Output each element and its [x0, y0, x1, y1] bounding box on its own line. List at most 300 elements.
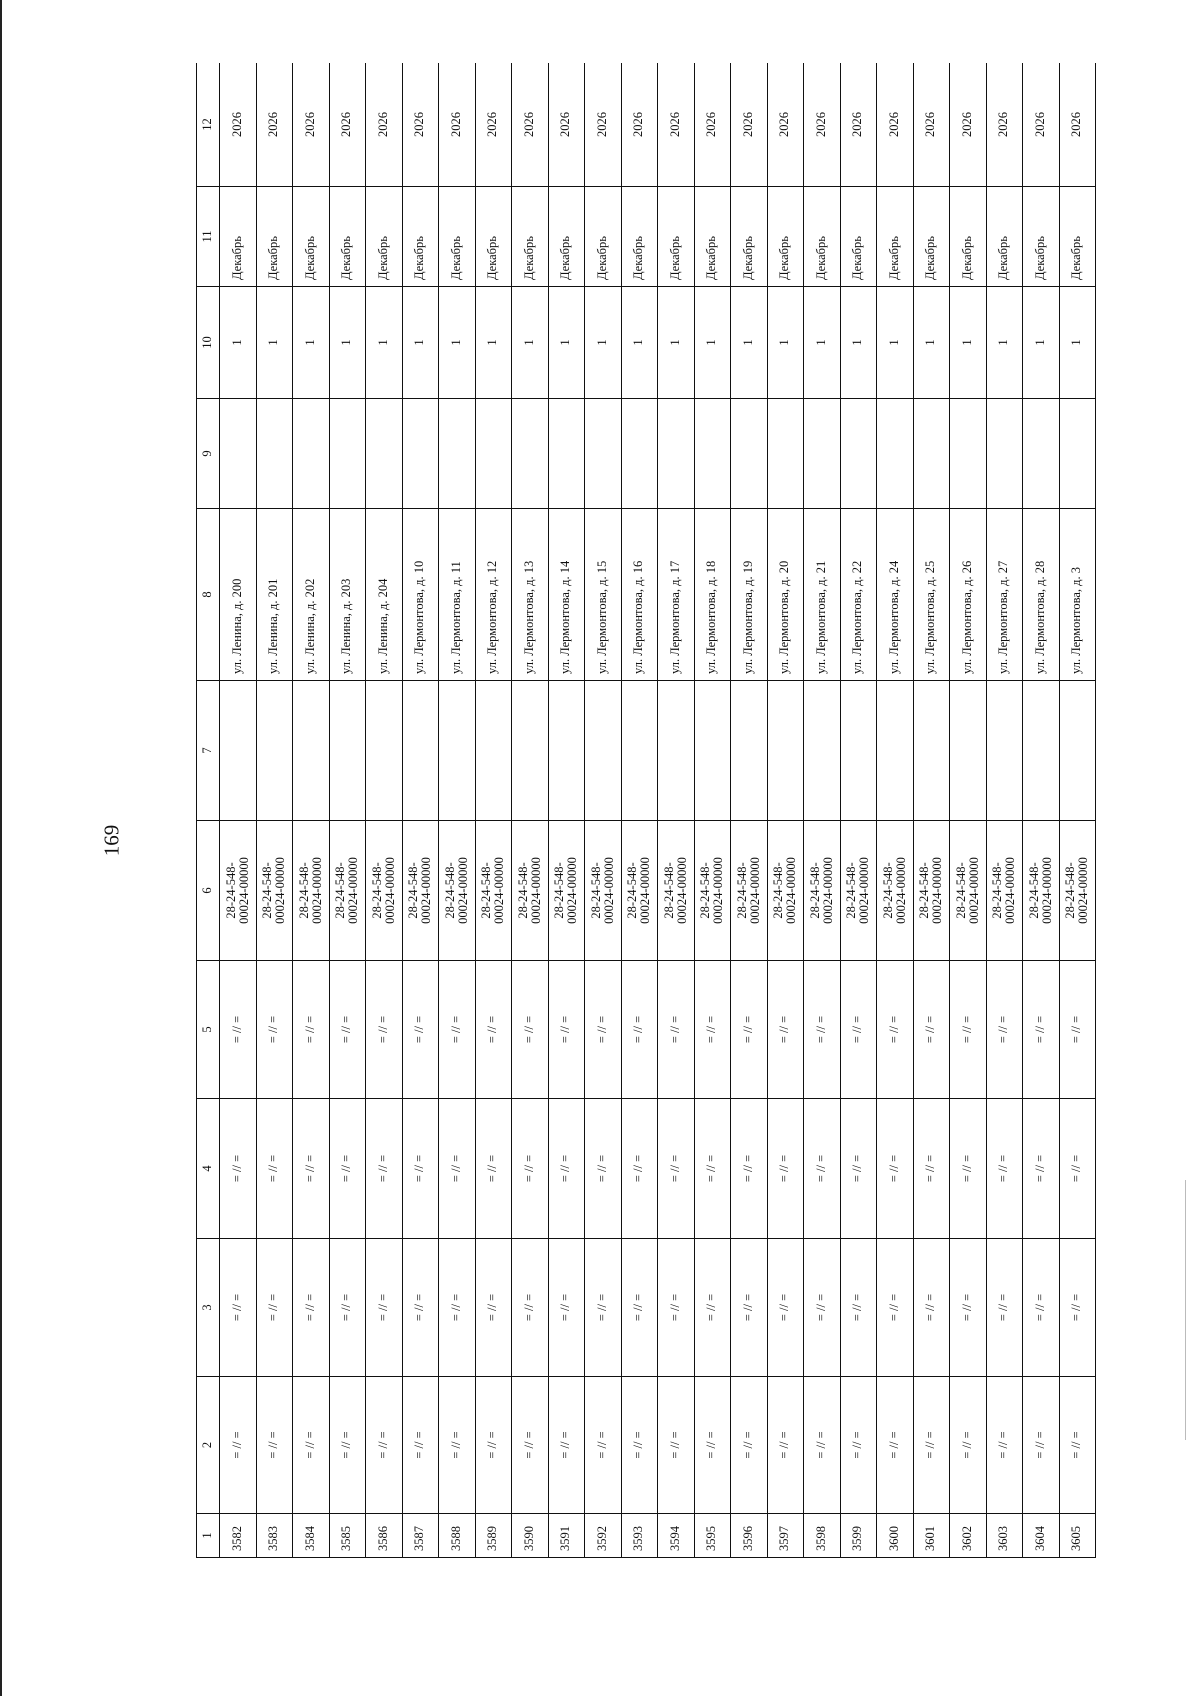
cadastral-code-part1: 28-24-548-	[807, 862, 822, 919]
address-cell: ул. Ленина, д. 201	[256, 509, 293, 681]
cadastral-code-part2: 00024-00000	[930, 857, 945, 924]
cadastral-code-cell	[256, 821, 293, 961]
month-cell: Декабрь	[840, 187, 877, 287]
table-row	[366, 63, 403, 1558]
cadastral-code-part1: 28-24-548-	[260, 862, 275, 919]
cadastral-code-part2: 00024-00000	[893, 857, 908, 924]
cadastral-code-cell	[950, 821, 987, 961]
empty-cell-7	[329, 681, 366, 821]
year-cell: 2026	[402, 63, 439, 187]
ditto-cell-4: = // =	[694, 1099, 731, 1239]
ditto-cell-2: = // =	[256, 1377, 293, 1514]
year-cell: 2026	[877, 63, 914, 187]
table-row	[329, 63, 366, 1558]
year-cell: 2026	[512, 63, 549, 187]
year-cell: 2026	[585, 63, 622, 187]
table-row	[439, 63, 476, 1558]
ditto-cell-2: = // =	[548, 1377, 585, 1514]
address-cell: ул. Лермонтова, д. 11	[439, 509, 476, 681]
empty-cell-7	[220, 681, 257, 821]
cadastral-code-part2: 00024-00000	[674, 857, 689, 924]
ditto-cell-5: = // =	[256, 961, 293, 1099]
ditto-cell-3: = // =	[621, 1239, 658, 1377]
ditto-cell-2: = // =	[293, 1377, 330, 1514]
cadastral-code-cell	[329, 821, 366, 961]
cadastral-code-cell	[1059, 821, 1096, 961]
cadastral-code-part2: 00024-00000	[419, 857, 434, 924]
row-number-cell: 3583	[256, 1514, 293, 1558]
ditto-cell-3: = // =	[1059, 1239, 1096, 1377]
month-cell: Декабрь	[585, 187, 622, 287]
ditto-cell-3: = // =	[256, 1239, 293, 1377]
year-cell: 2026	[548, 63, 585, 187]
cadastral-code-cell	[913, 821, 950, 961]
address-cell: ул. Лермонтова, д. 14	[548, 509, 585, 681]
month-cell: Декабрь	[256, 187, 293, 287]
empty-cell-9	[1023, 399, 1060, 509]
ditto-cell-2: = // =	[658, 1377, 695, 1514]
table-row	[731, 63, 768, 1558]
ditto-cell-4: = // =	[731, 1099, 768, 1239]
ditto-cell-5: = // =	[767, 961, 804, 1099]
year-cell: 2026	[293, 63, 330, 187]
row-number-cell: 3602	[950, 1514, 987, 1558]
cadastral-code-part2: 00024-00000	[820, 857, 835, 924]
address-cell: ул. Лермонтова, д. 26	[950, 509, 987, 681]
count-cell: 1	[986, 287, 1023, 399]
ditto-cell-5: = // =	[658, 961, 695, 1099]
ditto-cell-4: = // =	[658, 1099, 695, 1239]
cadastral-code-part1: 28-24-548-	[771, 862, 786, 919]
month-cell: Декабрь	[439, 187, 476, 287]
cadastral-code-part2: 00024-00000	[273, 857, 288, 924]
ditto-cell-2: = // =	[585, 1377, 622, 1514]
row-number-cell: 3588	[439, 1514, 476, 1558]
month-cell: Декабрь	[1023, 187, 1060, 287]
count-cell: 1	[256, 287, 293, 399]
cadastral-code-cell	[293, 821, 330, 961]
empty-cell-7	[986, 681, 1023, 821]
table-row	[950, 63, 987, 1558]
empty-cell-7	[585, 681, 622, 821]
empty-cell-9	[658, 399, 695, 509]
ditto-cell-3: = // =	[402, 1239, 439, 1377]
ditto-cell-3: = // =	[548, 1239, 585, 1377]
address-cell: ул. Лермонтова, д. 25	[913, 509, 950, 681]
empty-cell-7	[840, 681, 877, 821]
ditto-cell-3: = // =	[293, 1239, 330, 1377]
count-cell: 1	[840, 287, 877, 399]
month-cell: Декабрь	[621, 187, 658, 287]
empty-cell-9	[621, 399, 658, 509]
header-cell-5: 5	[197, 961, 220, 1099]
header-cell-3: 3	[197, 1239, 220, 1377]
ditto-cell-4: = // =	[950, 1099, 987, 1239]
header-cell-9: 9	[197, 399, 220, 509]
ditto-cell-2: = // =	[804, 1377, 841, 1514]
ditto-cell-3: = // =	[475, 1239, 512, 1377]
year-cell: 2026	[731, 63, 768, 187]
address-cell: ул. Лермонтова, д. 19	[731, 509, 768, 681]
ditto-cell-5: = // =	[986, 961, 1023, 1099]
ditto-cell-5: = // =	[731, 961, 768, 1099]
rotated-table-area	[196, 63, 1096, 1558]
table-row	[1023, 63, 1060, 1558]
row-number-cell: 3587	[402, 1514, 439, 1558]
cadastral-code-part1: 28-24-548-	[1026, 862, 1041, 919]
address-cell: ул. Лермонтова, д. 16	[621, 509, 658, 681]
header-row	[197, 63, 220, 1558]
count-cell: 1	[731, 287, 768, 399]
cadastral-code-cell	[621, 821, 658, 961]
table-row	[621, 63, 658, 1558]
ditto-cell-5: = // =	[913, 961, 950, 1099]
month-cell: Декабрь	[877, 187, 914, 287]
table-row	[402, 63, 439, 1558]
ditto-cell-4: = // =	[585, 1099, 622, 1239]
row-number-cell: 3603	[986, 1514, 1023, 1558]
cadastral-code-part1: 28-24-548-	[698, 862, 713, 919]
address-cell: ул. Лермонтова, д. 18	[694, 509, 731, 681]
empty-cell-7	[694, 681, 731, 821]
header-cell-6: 6	[197, 821, 220, 961]
cadastral-code-part1: 28-24-548-	[333, 862, 348, 919]
cadastral-code-part1: 28-24-548-	[442, 862, 457, 919]
count-cell: 1	[694, 287, 731, 399]
month-cell: Декабрь	[1059, 187, 1096, 287]
ditto-cell-5: = // =	[293, 961, 330, 1099]
ditto-cell-4: = // =	[840, 1099, 877, 1239]
address-cell: ул. Ленина, д. 204	[366, 509, 403, 681]
ditto-cell-4: = // =	[402, 1099, 439, 1239]
count-cell: 1	[877, 287, 914, 399]
address-cell: ул. Лермонтова, д. 21	[804, 509, 841, 681]
cadastral-code-cell	[548, 821, 585, 961]
ditto-cell-2: = // =	[512, 1377, 549, 1514]
ditto-cell-5: = // =	[329, 961, 366, 1099]
header-cell-2: 2	[197, 1377, 220, 1514]
month-cell: Декабрь	[293, 187, 330, 287]
ditto-cell-2: = // =	[621, 1377, 658, 1514]
empty-cell-7	[804, 681, 841, 821]
page-number-text: 169	[99, 824, 124, 856]
count-cell: 1	[293, 287, 330, 399]
cadastral-code-part1: 28-24-548-	[917, 862, 932, 919]
empty-cell-9	[475, 399, 512, 509]
year-cell: 2026	[439, 63, 476, 187]
cadastral-code-cell	[694, 821, 731, 961]
month-cell: Декабрь	[767, 187, 804, 287]
row-number-cell: 3582	[220, 1514, 257, 1558]
ditto-cell-2: = // =	[220, 1377, 257, 1514]
month-cell: Декабрь	[402, 187, 439, 287]
empty-cell-9	[585, 399, 622, 509]
row-number-cell: 3598	[804, 1514, 841, 1558]
cadastral-code-part1: 28-24-548-	[661, 862, 676, 919]
year-cell: 2026	[621, 63, 658, 187]
row-number-cell: 3599	[840, 1514, 877, 1558]
ditto-cell-5: = // =	[585, 961, 622, 1099]
address-cell: ул. Ленина, д. 203	[329, 509, 366, 681]
ditto-cell-2: = // =	[366, 1377, 403, 1514]
cadastral-code-part1: 28-24-548-	[369, 862, 384, 919]
year-cell: 2026	[840, 63, 877, 187]
empty-cell-9	[986, 399, 1023, 509]
row-number-cell: 3601	[913, 1514, 950, 1558]
cadastral-code-cell	[731, 821, 768, 961]
address-cell: ул. Лермонтова, д. 3	[1059, 509, 1096, 681]
cadastral-code-part2: 00024-00000	[857, 857, 872, 924]
empty-cell-9	[256, 399, 293, 509]
count-cell: 1	[220, 287, 257, 399]
empty-cell-9	[512, 399, 549, 509]
empty-cell-7	[658, 681, 695, 821]
ditto-cell-4: = // =	[512, 1099, 549, 1239]
empty-cell-7	[877, 681, 914, 821]
empty-cell-7	[293, 681, 330, 821]
ditto-cell-3: = // =	[1023, 1239, 1060, 1377]
table-body	[197, 63, 1096, 1558]
year-cell: 2026	[329, 63, 366, 187]
row-number-cell: 3594	[658, 1514, 695, 1558]
header-cell-1: 1	[197, 1514, 220, 1558]
ditto-cell-5: = // =	[220, 961, 257, 1099]
cadastral-code-part2: 00024-00000	[1076, 857, 1091, 924]
header-cell-4: 4	[197, 1099, 220, 1239]
cadastral-code-part1: 28-24-548-	[552, 862, 567, 919]
cadastral-code-cell	[1023, 821, 1060, 961]
cadastral-code-cell	[220, 821, 257, 961]
month-cell: Декабрь	[548, 187, 585, 287]
cadastral-code-part1: 28-24-548-	[734, 862, 749, 919]
empty-cell-7	[621, 681, 658, 821]
scan-edge-left	[0, 0, 2, 1696]
cadastral-code-part1: 28-24-548-	[406, 862, 421, 919]
ditto-cell-2: = // =	[986, 1377, 1023, 1514]
cadastral-code-part2: 00024-00000	[455, 857, 470, 924]
row-number-cell: 3597	[767, 1514, 804, 1558]
ditto-cell-3: = // =	[731, 1239, 768, 1377]
cadastral-code-part2: 00024-00000	[966, 857, 981, 924]
ditto-cell-4: = // =	[621, 1099, 658, 1239]
cadastral-code-part1: 28-24-548-	[1063, 862, 1078, 919]
year-cell: 2026	[1059, 63, 1096, 187]
empty-cell-9	[402, 399, 439, 509]
empty-cell-7	[475, 681, 512, 821]
month-cell: Декабрь	[512, 187, 549, 287]
ditto-cell-3: = // =	[439, 1239, 476, 1377]
empty-cell-7	[548, 681, 585, 821]
empty-cell-7	[256, 681, 293, 821]
year-cell: 2026	[475, 63, 512, 187]
ditto-cell-5: = // =	[621, 961, 658, 1099]
ditto-cell-2: = // =	[1059, 1377, 1096, 1514]
cadastral-code-part1: 28-24-548-	[588, 862, 603, 919]
ditto-cell-2: = // =	[767, 1377, 804, 1514]
cadastral-code-cell	[877, 821, 914, 961]
cadastral-code-part1: 28-24-548-	[953, 862, 968, 919]
ditto-cell-2: = // =	[439, 1377, 476, 1514]
year-cell: 2026	[767, 63, 804, 187]
address-cell: ул. Лермонтова, д. 10	[402, 509, 439, 681]
ditto-cell-5: = // =	[1023, 961, 1060, 1099]
ditto-cell-4: = // =	[986, 1099, 1023, 1239]
ditto-cell-5: = // =	[804, 961, 841, 1099]
empty-cell-9	[767, 399, 804, 509]
cadastral-code-part2: 00024-00000	[638, 857, 653, 924]
ditto-cell-3: = // =	[694, 1239, 731, 1377]
ditto-cell-2: = // =	[877, 1377, 914, 1514]
count-cell: 1	[950, 287, 987, 399]
row-number-cell: 3589	[475, 1514, 512, 1558]
count-cell: 1	[658, 287, 695, 399]
month-cell: Декабрь	[475, 187, 512, 287]
year-cell: 2026	[220, 63, 257, 187]
scan-edge-right	[1185, 1180, 1186, 1440]
rotated-table-inner	[196, 63, 1096, 1558]
ditto-cell-3: = // =	[366, 1239, 403, 1377]
address-cell: ул. Лермонтова, д. 20	[767, 509, 804, 681]
cadastral-code-part2: 00024-00000	[1039, 857, 1054, 924]
address-cell: ул. Лермонтова, д. 28	[1023, 509, 1060, 681]
ditto-cell-4: = // =	[1059, 1099, 1096, 1239]
address-cell: ул. Лермонтова, д. 24	[877, 509, 914, 681]
cadastral-code-cell	[475, 821, 512, 961]
empty-cell-9	[950, 399, 987, 509]
year-cell: 2026	[366, 63, 403, 187]
empty-cell-7	[950, 681, 987, 821]
ditto-cell-3: = // =	[950, 1239, 987, 1377]
ditto-cell-3: = // =	[220, 1239, 257, 1377]
empty-cell-9	[293, 399, 330, 509]
cadastral-code-part2: 00024-00000	[528, 857, 543, 924]
empty-cell-9	[329, 399, 366, 509]
table-row	[877, 63, 914, 1558]
address-cell: ул. Лермонтова, д. 27	[986, 509, 1023, 681]
cadastral-code-part1: 28-24-548-	[296, 862, 311, 919]
year-cell: 2026	[986, 63, 1023, 187]
header-cell-10: 10	[197, 287, 220, 399]
month-cell: Декабрь	[329, 187, 366, 287]
page-number	[98, 820, 126, 860]
count-cell: 1	[475, 287, 512, 399]
count-cell: 1	[1023, 287, 1060, 399]
cadastral-code-cell	[585, 821, 622, 961]
header-cell-12: 12	[197, 63, 220, 187]
ditto-cell-3: = // =	[658, 1239, 695, 1377]
ditto-cell-4: = // =	[913, 1099, 950, 1239]
table-row	[475, 63, 512, 1558]
ditto-cell-5: = // =	[402, 961, 439, 1099]
empty-cell-7	[512, 681, 549, 821]
count-cell: 1	[366, 287, 403, 399]
ditto-cell-4: = // =	[256, 1099, 293, 1239]
count-cell: 1	[913, 287, 950, 399]
address-cell: ул. Лермонтова, д. 13	[512, 509, 549, 681]
cadastral-code-part1: 28-24-548-	[880, 862, 895, 919]
count-cell: 1	[402, 287, 439, 399]
empty-cell-9	[366, 399, 403, 509]
header-cell-7: 7	[197, 681, 220, 821]
table-row	[293, 63, 330, 1558]
row-number-cell: 3586	[366, 1514, 403, 1558]
ditto-cell-5: = // =	[475, 961, 512, 1099]
row-number-cell: 3600	[877, 1514, 914, 1558]
ditto-cell-3: = // =	[877, 1239, 914, 1377]
cadastral-code-part1: 28-24-548-	[515, 862, 530, 919]
cadastral-code-part1: 28-24-548-	[479, 862, 494, 919]
cadastral-code-cell	[840, 821, 877, 961]
cadastral-code-part1: 28-24-548-	[990, 862, 1005, 919]
count-cell: 1	[512, 287, 549, 399]
ditto-cell-5: = // =	[1059, 961, 1096, 1099]
ditto-cell-4: = // =	[329, 1099, 366, 1239]
ditto-cell-5: = // =	[840, 961, 877, 1099]
cadastral-code-part2: 00024-00000	[346, 857, 361, 924]
empty-cell-9	[1059, 399, 1096, 509]
cadastral-code-cell	[986, 821, 1023, 961]
month-cell: Декабрь	[731, 187, 768, 287]
table-row	[840, 63, 877, 1558]
table-row	[986, 63, 1023, 1558]
empty-cell-9	[877, 399, 914, 509]
year-cell: 2026	[913, 63, 950, 187]
address-cell: ул. Ленина, д. 202	[293, 509, 330, 681]
register-table	[196, 63, 1096, 1558]
ditto-cell-4: = // =	[475, 1099, 512, 1239]
empty-cell-7	[439, 681, 476, 821]
count-cell: 1	[767, 287, 804, 399]
month-cell: Декабрь	[950, 187, 987, 287]
count-cell: 1	[804, 287, 841, 399]
month-cell: Декабрь	[986, 187, 1023, 287]
ditto-cell-4: = // =	[804, 1099, 841, 1239]
cadastral-code-part2: 00024-00000	[711, 857, 726, 924]
address-cell: ул. Лермонтова, д. 12	[475, 509, 512, 681]
cadastral-code-part2: 00024-00000	[236, 857, 251, 924]
cadastral-code-part2: 00024-00000	[1003, 857, 1018, 924]
row-number-cell: 3595	[694, 1514, 731, 1558]
table-row	[512, 63, 549, 1558]
ditto-cell-4: = // =	[439, 1099, 476, 1239]
year-cell: 2026	[694, 63, 731, 187]
table-row	[767, 63, 804, 1558]
count-cell: 1	[548, 287, 585, 399]
ditto-cell-2: = // =	[950, 1377, 987, 1514]
empty-cell-9	[913, 399, 950, 509]
table-row	[548, 63, 585, 1558]
row-number-cell: 3592	[585, 1514, 622, 1558]
table-row	[1059, 63, 1096, 1558]
ditto-cell-3: = // =	[767, 1239, 804, 1377]
table-row	[658, 63, 695, 1558]
month-cell: Декабрь	[913, 187, 950, 287]
row-number-cell: 3605	[1059, 1514, 1096, 1558]
ditto-cell-2: = // =	[329, 1377, 366, 1514]
empty-cell-7	[1059, 681, 1096, 821]
table-row	[694, 63, 731, 1558]
empty-cell-9	[804, 399, 841, 509]
ditto-cell-4: = // =	[366, 1099, 403, 1239]
cadastral-code-part1: 28-24-548-	[223, 862, 238, 919]
ditto-cell-3: = // =	[512, 1239, 549, 1377]
empty-cell-7	[731, 681, 768, 821]
header-cell-11: 11	[197, 187, 220, 287]
ditto-cell-5: = // =	[439, 961, 476, 1099]
year-cell: 2026	[950, 63, 987, 187]
row-number-cell: 3584	[293, 1514, 330, 1558]
ditto-cell-4: = // =	[293, 1099, 330, 1239]
